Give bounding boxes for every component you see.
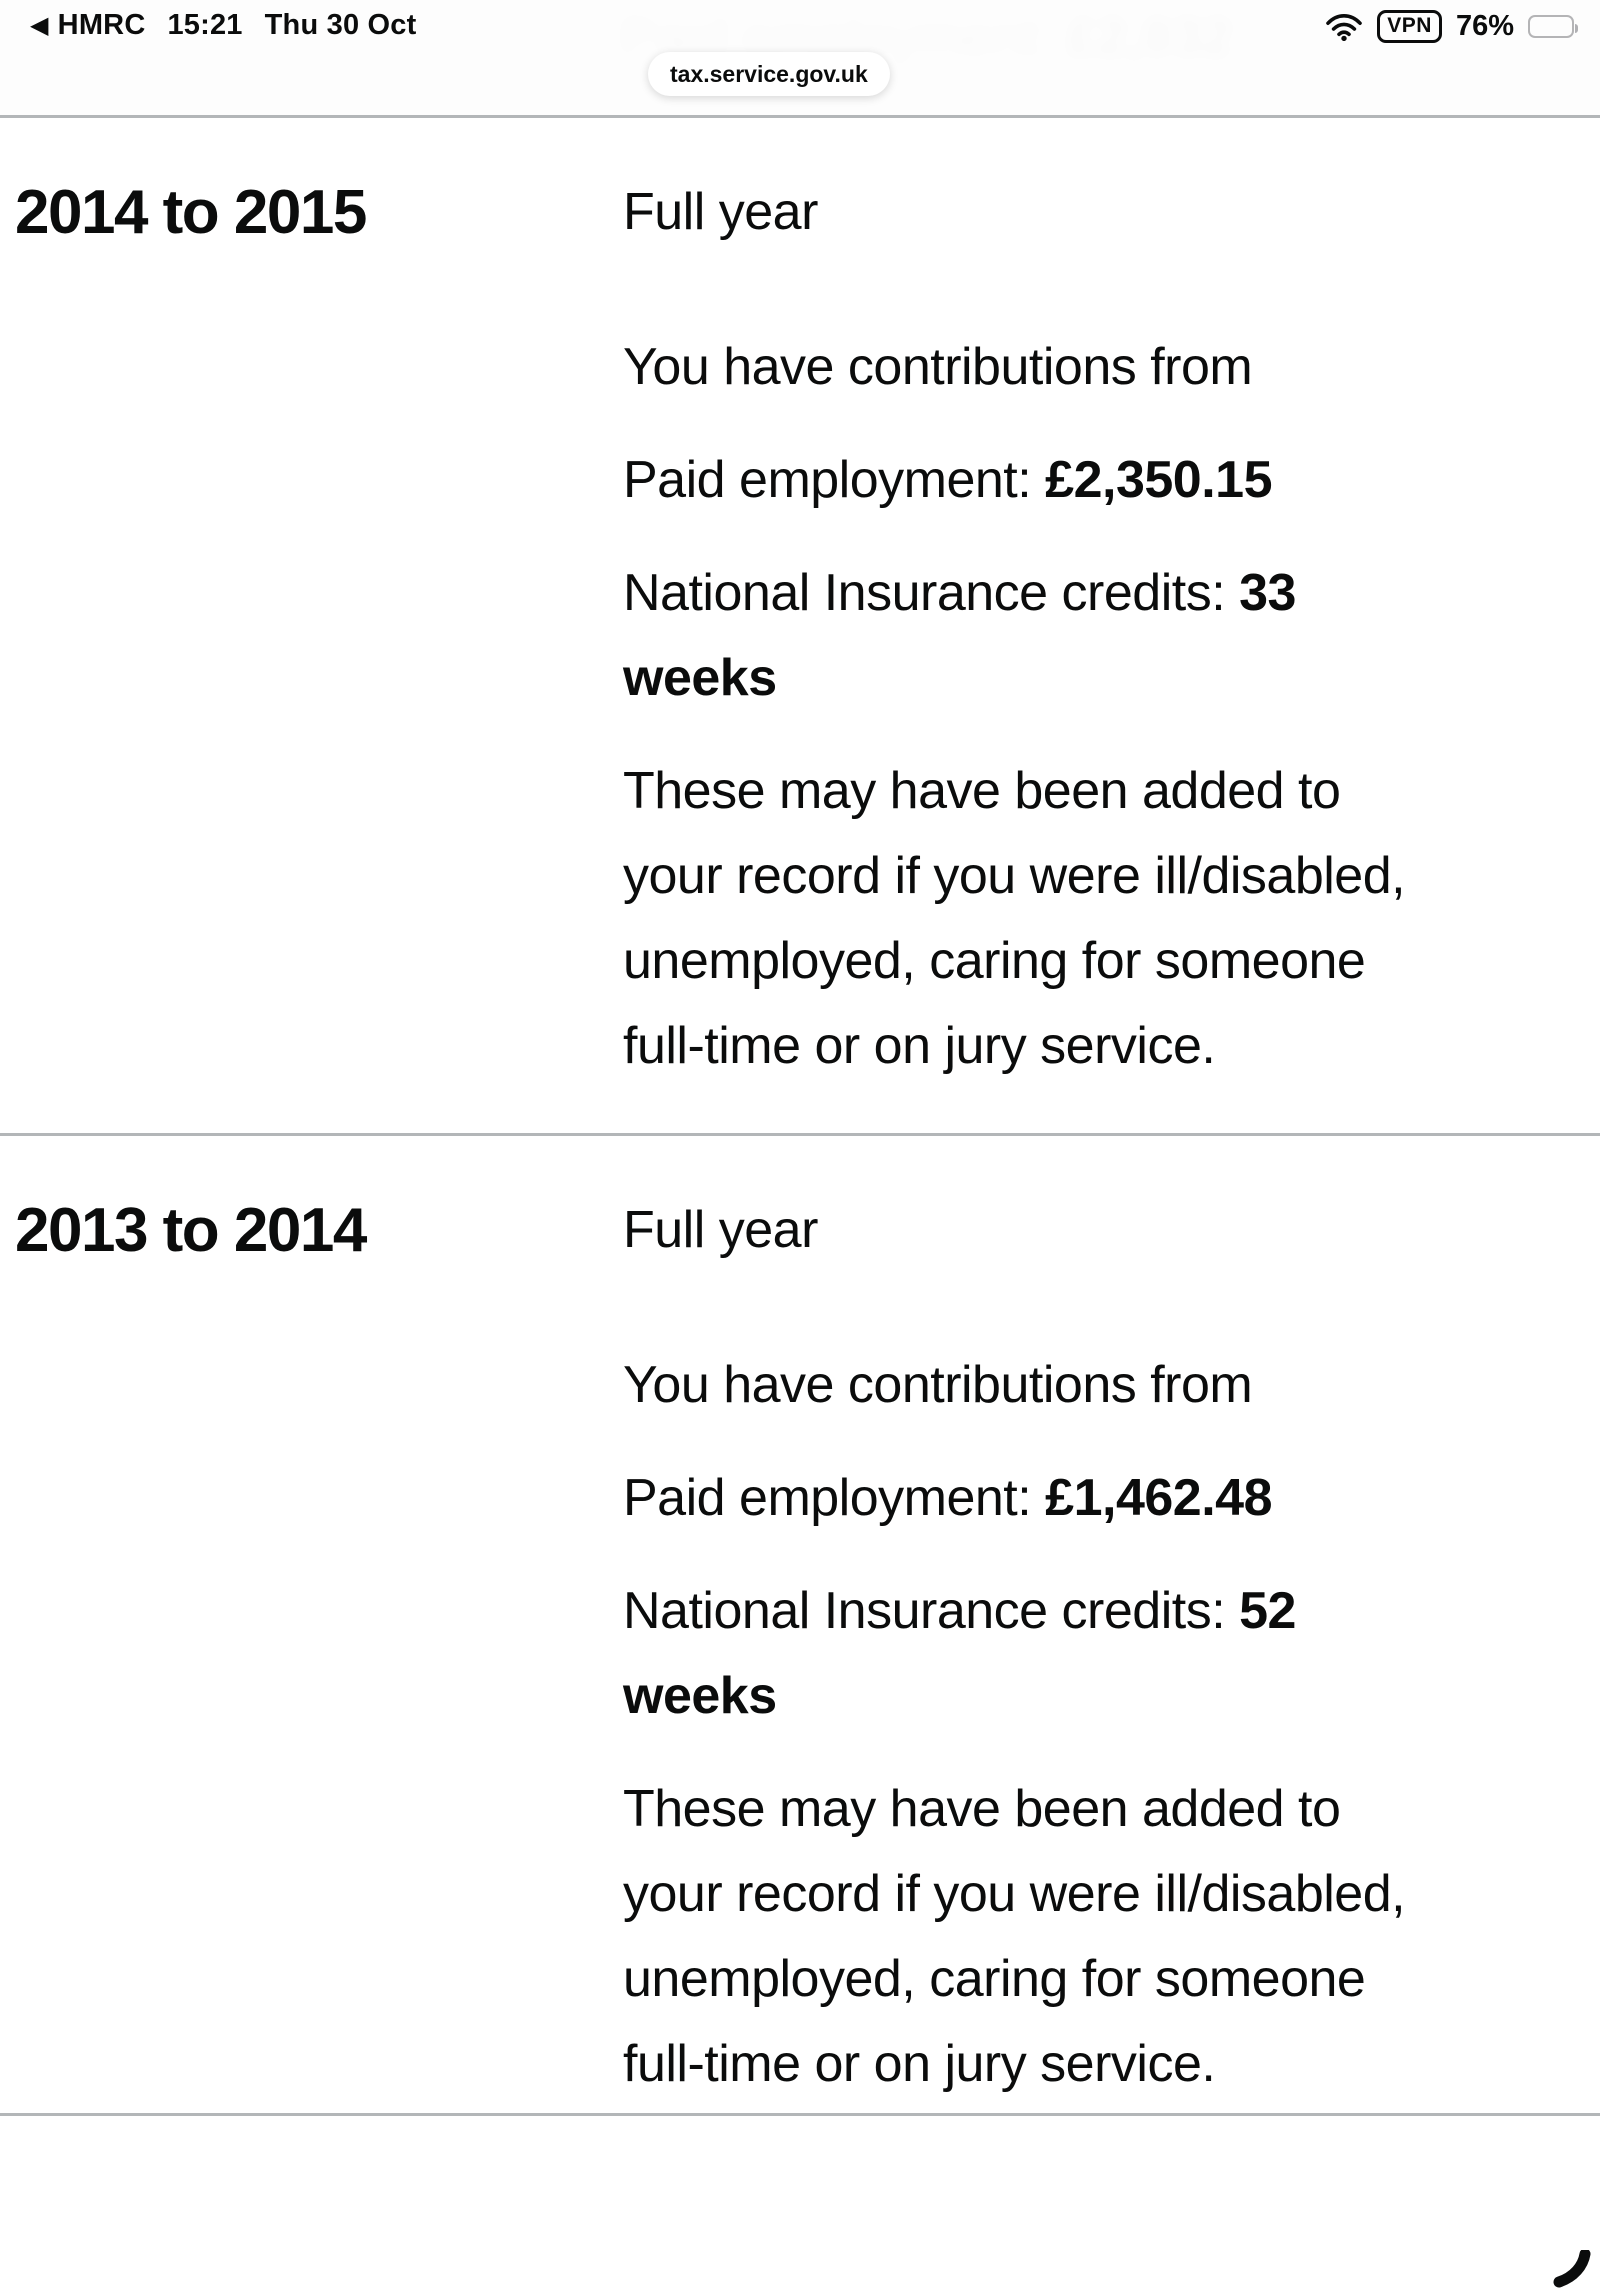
contribution-label: National Insurance credits: (623, 1582, 1226, 1640)
year-status: Full year (623, 183, 818, 241)
contribution-label: National Insurance credits: (623, 564, 1226, 622)
battery-icon (1528, 15, 1574, 38)
contribution-value: £1,462.48 (1045, 1469, 1272, 1527)
contribution-value: £2,350.15 (1045, 451, 1272, 509)
vpn-badge: VPN (1377, 10, 1442, 42)
ni-record-list (0, 115, 1600, 2116)
safari-top-bar (0, 0, 1600, 115)
contributions-intro: You have contributions from (623, 338, 1253, 396)
contribution-label: Paid employment: (623, 451, 1032, 509)
credits-explanation-note: These may have been added to your record if you were ill/disabled, unemployed, caring for someone full-time or on jury service. (623, 762, 1406, 1075)
contribution-line (623, 1569, 1433, 1739)
credits-explanation-note: These may have been added to your record if you were ill/disabled, unemployed, caring for someone full-time or on jury service. (623, 1780, 1406, 2093)
contribution-line (623, 551, 1433, 721)
address-bar-url: tax.service.gov.uk (670, 60, 868, 87)
status-date: Thu 30 Oct (264, 9, 417, 41)
tax-year-heading: 2014 to 2015 (15, 178, 366, 247)
bottom-right-partial-glyph-artifact (1552, 2250, 1592, 2288)
battery-percent: 76% (1455, 10, 1514, 42)
status-time: 15:21 (167, 9, 243, 41)
contribution-line (623, 438, 1433, 523)
back-to-app-label: HMRC (57, 9, 146, 41)
record-row-2013-2014 (0, 1133, 1600, 2116)
back-to-app-button[interactable] (30, 9, 145, 42)
back-to-app-icon: ◀ (30, 11, 49, 39)
contribution-value: 52 weeks (623, 1582, 1296, 1725)
address-bar-pill[interactable] (648, 52, 890, 96)
contributions-intro: You have contributions from (623, 1356, 1253, 1414)
status-bar-right (1325, 10, 1574, 43)
contribution-label: Paid employment: (623, 1469, 1032, 1527)
record-details (623, 170, 1433, 1089)
contribution-line (623, 1456, 1433, 1541)
battery-nub (1575, 24, 1579, 33)
year-status: Full year (623, 1201, 818, 1259)
record-details (623, 1188, 1433, 2107)
status-bar-left (30, 9, 417, 42)
wifi-icon (1325, 13, 1363, 41)
contribution-value: 33 weeks (623, 564, 1296, 707)
record-row-2014-2015 (0, 115, 1600, 1133)
tax-year-heading: 2013 to 2014 (15, 1196, 366, 1265)
